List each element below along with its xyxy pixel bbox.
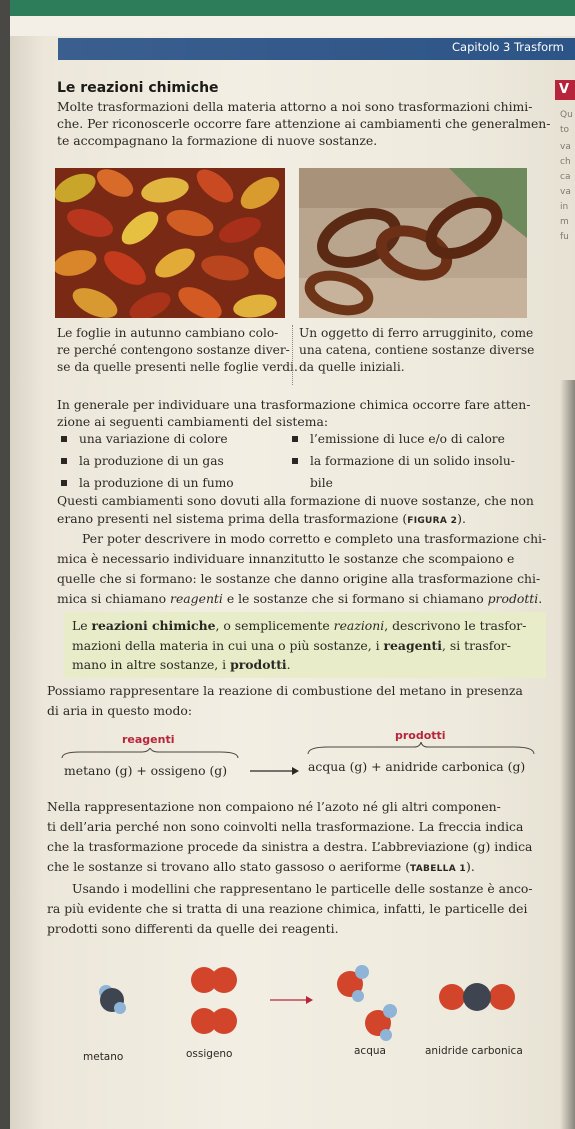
body-text: . [538, 591, 543, 606]
side-fragment: to [560, 125, 570, 135]
side-fragment: va [560, 142, 571, 152]
term-reagenti: reagenti [170, 591, 223, 606]
bullet-marker [292, 458, 298, 464]
definition-line [72, 657, 291, 672]
body-text: ). [457, 511, 466, 526]
prodotti-label: prodotti [395, 729, 446, 742]
def-text: Le [72, 618, 92, 633]
body-line [57, 590, 542, 607]
bullet-text: bile [310, 476, 333, 490]
caption-line: se da quelle presenti nelle foglie verdi. [57, 360, 298, 374]
side-tab-badge: V [555, 80, 575, 100]
caption-line: Le foglie in autunno cambiano colo- [57, 326, 279, 340]
explanation-line: ra più evidente che si tratta di una reazione chimica, infatti, le particelle dei [47, 901, 528, 916]
reagenti-brace [60, 748, 240, 760]
definition-line [72, 618, 526, 633]
explanation-line: prodotti sono differenti da quelle dei reagenti. [47, 921, 339, 936]
reaction-arrow-icon [270, 994, 315, 1006]
water-molecule-icon [330, 962, 375, 1002]
bullet-text: l’emissione di luce e/o di calore [310, 432, 505, 446]
intro-line-2: che. Per riconoscerle occorre fare attenzione ai cambiamenti che generalmen- [57, 116, 551, 131]
textbook-page [10, 0, 575, 1129]
term-prodotti: prodotti [487, 591, 539, 606]
def-term: reagenti [383, 638, 442, 653]
caption-line: Un oggetto di ferro arrugginito, come [299, 326, 534, 340]
def-term: reazioni chimiche [91, 618, 216, 633]
def-term: reazioni [333, 618, 385, 633]
body-line: quelle che si formano: le sostanze che danno origine alla trasformazione chi- [57, 571, 541, 586]
side-fragment: m [560, 217, 569, 227]
explanation-line: Usando i modellini che rappresentano le particelle delle sostanze è anco- [72, 881, 533, 896]
bullet-text: la produzione di un fumo [79, 476, 234, 490]
caption-leaves [57, 325, 298, 376]
rusty-chain-photo [299, 168, 527, 318]
def-text: mano in altre sostanze, i [72, 657, 231, 672]
reaction-arrow-icon [250, 765, 300, 777]
body-line: mica è necessario individuare innanzitutto le sostanze che scompaiono e [57, 551, 515, 566]
oxygen-molecule-icon [186, 1006, 246, 1036]
explanation-line: Nella rappresentazione non compaiono né l’azoto né gli altri componen- [47, 799, 501, 814]
methane-molecule-icon [90, 978, 140, 1018]
side-fragment: in [560, 202, 569, 212]
side-fragment: ca [560, 172, 571, 182]
figure-reference[interactable]: FIGURA 2 [407, 516, 458, 526]
side-fragment: fu [560, 232, 569, 242]
side-fragment: Qu [560, 110, 573, 120]
equation-right: acqua (g) + anidride carbonica (g) [308, 759, 526, 774]
def-text: mazioni della materia in cui una o più sostanze, i [72, 638, 384, 653]
oxygen-molecule-icon [186, 965, 246, 995]
bullet-item [61, 432, 228, 446]
def-text: , si trasfor- [441, 638, 511, 653]
body-text: ). [465, 859, 475, 874]
body-text: che le sostanze si trovano allo stato gassoso o aeriforme ( [47, 859, 411, 874]
def-term: prodotti [230, 657, 287, 672]
body-text: mica si chiamano [57, 591, 171, 606]
combustion-line: Possiamo rappresentare la reazione di combustione del metano in presenza [47, 683, 523, 698]
water-molecule-icon [360, 1003, 405, 1043]
body-line: Per poter descrivere in modo corretto e completo una trasformazione chi- [82, 531, 547, 546]
carbon-dioxide-molecule-icon [438, 980, 518, 1014]
def-text: , descrivono le trasfor- [384, 618, 527, 633]
side-fragment: ch [560, 157, 571, 167]
intro-line-1: Molte trasformazioni della materia attorno a noi sono trasformazioni chimi- [57, 99, 533, 114]
caption-line: re perché contengono sostanze diver- [57, 343, 290, 357]
bullet-item [292, 432, 505, 446]
equation-left: metano (g) + ossigeno (g) [64, 763, 228, 778]
bullet-item [61, 476, 234, 490]
bullet-marker [61, 436, 67, 442]
top-green-band [10, 0, 575, 16]
top-white-band [10, 16, 575, 36]
chapter-title: Capitolo 3 Trasform [452, 40, 564, 54]
bullet-marker [61, 480, 67, 486]
general-line-2: zione ai seguenti cambiamenti del sistema: [57, 414, 329, 429]
table-reference[interactable]: TABELLA 1 [410, 864, 466, 874]
bullet-marker [61, 458, 67, 464]
body-line: Questi cambiamenti sono dovuti alla formazione di nuove sostanze, che non [57, 493, 534, 508]
molecule-label-acqua: acqua [354, 1045, 386, 1057]
autumn-leaves-photo [55, 168, 285, 318]
combustion-line: di aria in questo modo: [47, 703, 193, 718]
section-title: Le reazioni chimiche [57, 80, 219, 96]
bullet-text: una variazione di colore [79, 432, 228, 446]
caption-line: una catena, contiene sostanze diverse [299, 343, 535, 357]
caption-chain [299, 325, 534, 376]
bullet-marker [292, 436, 298, 442]
bullet-item [292, 454, 515, 468]
definition-line [72, 638, 511, 653]
reagenti-label: reagenti [122, 733, 175, 746]
general-line-1: In generale per individuare una trasformazione chimica occorre fare atten- [57, 397, 531, 412]
body-text: erano presenti nel sistema prima della trasformazione ( [57, 511, 408, 526]
caption-line: da quelle iniziali. [299, 360, 405, 374]
bullet-text: la produzione di un gas [79, 454, 224, 468]
intro-line-3: te accompagnano la formazione di nuove sostanze. [57, 133, 378, 148]
bullet-text: la formazione di un solido insolu- [310, 454, 515, 468]
bullet-item [310, 476, 333, 490]
def-text: . [286, 657, 291, 672]
prodotti-brace [306, 742, 536, 756]
body-line [57, 510, 466, 530]
body-text: e le sostanze che si formano si chiamano [222, 591, 488, 606]
def-text: , o semplicemente [215, 618, 334, 633]
explanation-line: che la trasformazione procede da sinistra a destra. L’abbreviazione (g) indica [47, 839, 533, 854]
page-edge-shadow [560, 380, 575, 1129]
molecule-label-anidride-carbonica: anidride carbonica [425, 1045, 523, 1057]
explanation-line [47, 858, 475, 878]
explanation-line: ti dell’aria perché non sono coinvolti nella trasformazione. La freccia indica [47, 819, 524, 834]
side-fragment: va [560, 187, 571, 197]
molecule-label-metano: metano [83, 1051, 124, 1063]
molecule-label-ossigeno: ossigeno [186, 1048, 233, 1060]
caption-divider [292, 325, 293, 385]
bullet-item [61, 454, 224, 468]
